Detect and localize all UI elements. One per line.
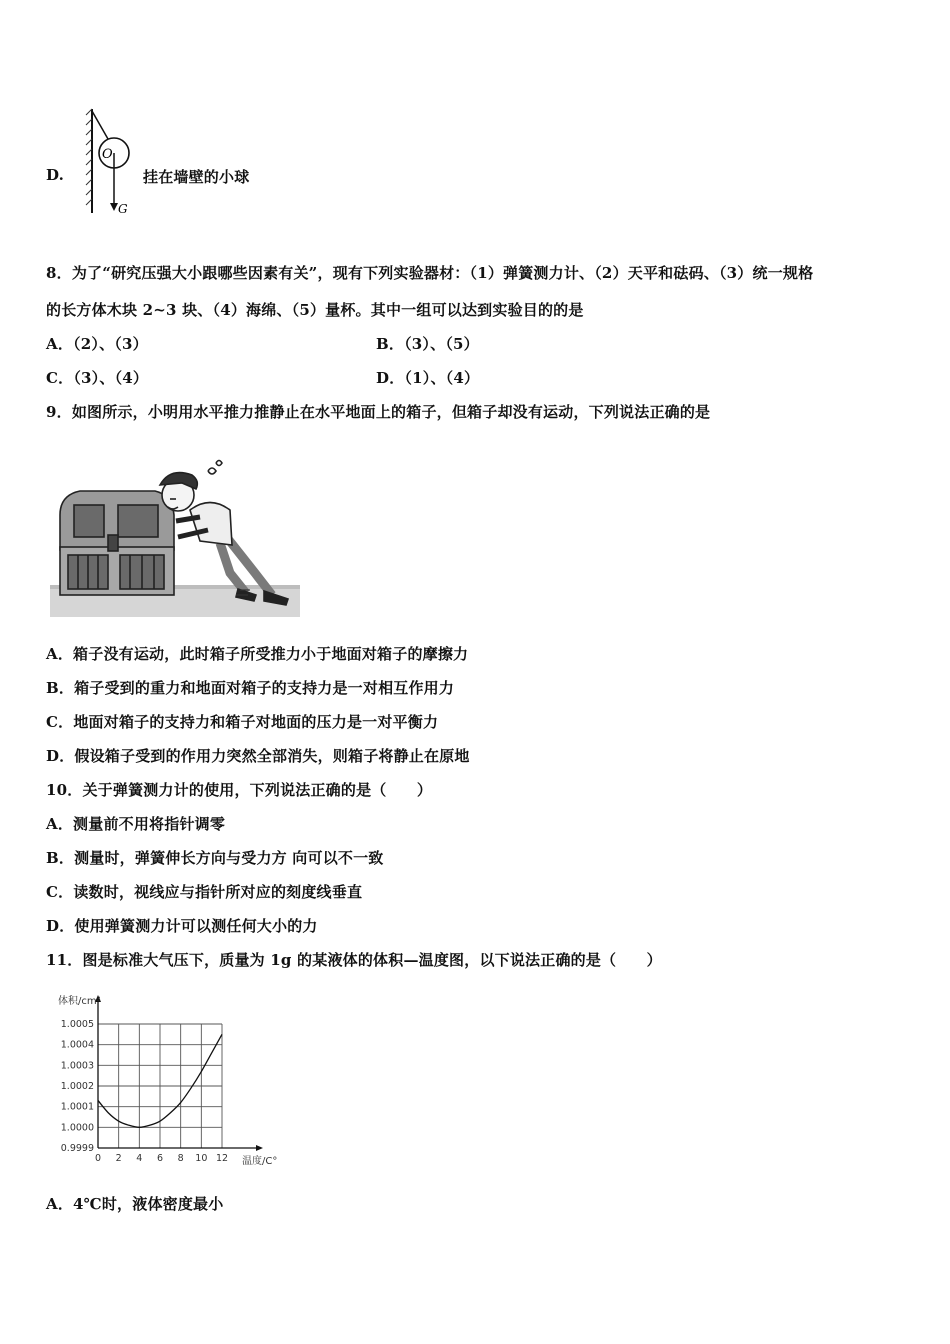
q8-option-a: A．（2）、（3）	[46, 335, 148, 353]
q8-stem-line1: 8．为了“研究压强大小跟哪些因素有关”，现有下列实验器材：（1）弹簧测力计、（2）天平和砝码、（3）统一规格	[46, 264, 814, 282]
boy	[160, 461, 288, 606]
q7-option-d-label: D.	[46, 166, 65, 184]
q10-option-d: D．使用弹簧测力计可以测任何大小的力	[46, 917, 318, 935]
y-tick-label: 1.0002	[60, 1081, 94, 1092]
q8-option-c: C．（3）、（4）	[46, 369, 149, 387]
q10-option-c: C．读数时，视线应与指针所对应的刻度线垂直	[46, 883, 363, 901]
x-tick-label: 4	[136, 1153, 143, 1164]
boy-pushing-box-figure	[50, 455, 300, 620]
q8-option-b: B．（3）、（5）	[376, 335, 479, 353]
x-tick-label: 2	[115, 1153, 122, 1164]
q10-option-a: A．测量前不用将指针调零	[46, 815, 226, 833]
x-axis-arrow	[256, 1145, 263, 1151]
q9-stem: 9．如图所示，小明用水平推力推静止在水平地面上的箱子，但箱子却没有运动，下列说法正确的是	[46, 403, 711, 421]
chart-x-axis-label: 温度/C°	[242, 1156, 278, 1167]
q9-option-d: D．假设箱子受到的作用力突然全部消失，则箱子将静止在原地	[46, 747, 470, 765]
q10-option-b: B．测量时，弹簧伸长方向与受力方 向可以不一致	[46, 849, 384, 867]
gravity-label: G	[118, 202, 128, 216]
y-tick-label: 1.0003	[60, 1060, 94, 1072]
q9-option-b: B．箱子受到的重力和地面对箱子的支持力是一对相互作用力	[46, 679, 455, 697]
wall-ball-figure	[82, 105, 142, 223]
q10-stem: 10．关于弹簧测力计的使用，下列说法正确的是（ ）	[46, 781, 433, 799]
y-tick-label: 1.0000	[60, 1122, 94, 1134]
chart-grid	[98, 1024, 222, 1148]
treasure-box	[60, 491, 174, 595]
y-tick-label: 1.0004	[60, 1039, 94, 1051]
y-tick-label: 1.0001	[60, 1101, 94, 1113]
string-line	[92, 111, 108, 139]
y-tick-label: 1.0005	[60, 1019, 94, 1030]
q11-option-a: A．4℃时，液体密度最小	[46, 1195, 224, 1213]
gravity-arrowhead	[110, 203, 118, 211]
chart-y-ticks	[61, 1019, 94, 1154]
q8-stem-line2: 的长方体木块 2~3 块、（4）海绵、（5）量杯。其中一组可以达到实验目的的是	[46, 301, 584, 319]
q11-stem: 11．图是标准大气压下，质量为 1g 的某液体的体积—温度图，以下说法正确的是（ ）	[46, 951, 662, 969]
x-tick-label: 8	[177, 1153, 184, 1164]
q9-option-c: C．地面对箱子的支持力和箱子对地面的压力是一对平衡力	[46, 713, 439, 731]
chart-x-ticks	[95, 1153, 228, 1164]
x-tick-label: 10	[195, 1153, 208, 1164]
x-tick-label: 6	[156, 1153, 164, 1164]
q9-option-a: A．箱子没有运动，此时箱子所受推力小于地面对箱子的摩擦力	[46, 645, 469, 663]
chart-y-axis-label: 体积/cm³	[58, 996, 101, 1007]
y-tick-label: 0.9999	[60, 1143, 94, 1154]
x-tick-label: 0	[94, 1153, 102, 1164]
x-tick-label: 12	[215, 1153, 229, 1164]
q7-option-d-text: 挂在墙壁的小球	[143, 168, 250, 186]
volume-temperature-chart	[50, 990, 300, 1175]
q8-option-d: D．（1）、（4）	[376, 369, 480, 387]
ball-center-label: O	[102, 147, 113, 162]
